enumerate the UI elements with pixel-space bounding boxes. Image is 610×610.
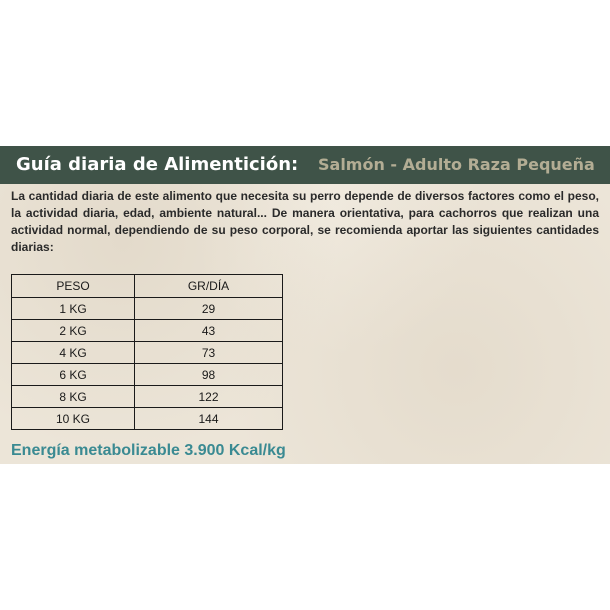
guide-title: Guía diaria de Alimentición:: [16, 154, 299, 175]
table-row: [12, 408, 283, 430]
weight-cell: 6 KG: [12, 364, 135, 386]
weight-cell: 2 KG: [12, 320, 135, 342]
grams-cell: 73: [135, 342, 283, 364]
grams-cell: 144: [135, 408, 283, 430]
energy-value: Energía metabolizable 3.900 Kcal/kg: [11, 442, 286, 459]
guide-header: [0, 146, 610, 184]
table-row: [12, 298, 283, 320]
weight-cell: 1 KG: [12, 298, 135, 320]
weight-cell: 10 KG: [12, 408, 135, 430]
weight-cell: 8 KG: [12, 386, 135, 408]
grams-cell: 98: [135, 364, 283, 386]
grams-cell: 29: [135, 298, 283, 320]
column-header-peso: PESO: [12, 275, 135, 298]
weight-cell: 4 KG: [12, 342, 135, 364]
intro-paragraph: La cantidad diaria de este alimento que necesita su perro depende de diversos factores como el peso, la actividad diaria, edad, ambiente natural... De manera orientativa, para cachorros que realizan una actividad normal, dependiendo de su peso corporal, se recomienda aportar las siguientes cantidades diarias:: [11, 189, 599, 254]
feeding-guide-card: [0, 146, 610, 464]
grams-cell: 122: [135, 386, 283, 408]
table-row: [12, 320, 283, 342]
table-row: [12, 364, 283, 386]
product-name: Salmón - Adulto Raza Pequeña: [318, 155, 595, 174]
grams-cell: 43: [135, 320, 283, 342]
table-row: [12, 342, 283, 364]
table-header-row: [12, 275, 283, 298]
column-header-gr-dia: GR/DÍA: [135, 275, 283, 298]
table-row: [12, 386, 283, 408]
feeding-table: [11, 274, 283, 430]
